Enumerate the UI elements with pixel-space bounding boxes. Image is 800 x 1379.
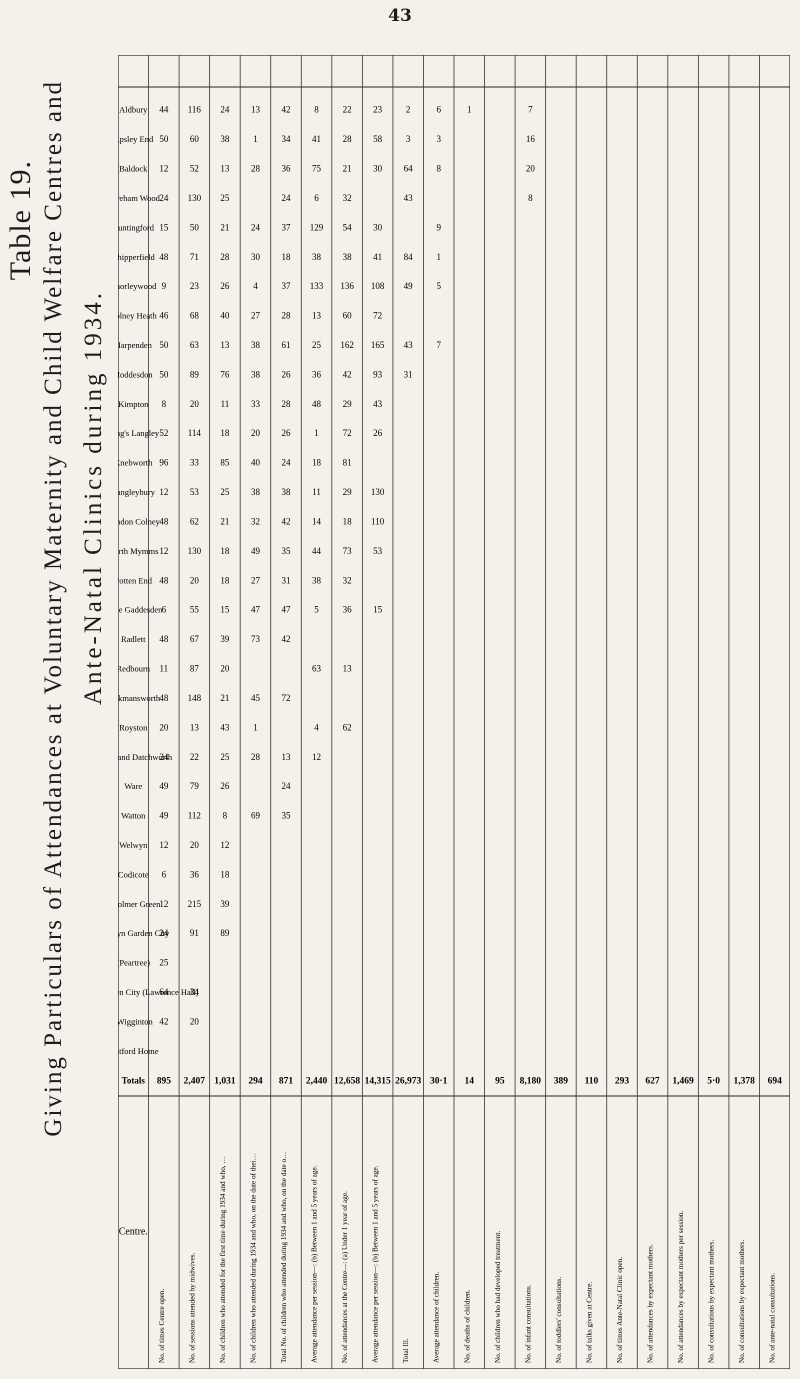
cell-value: 31 [281,575,291,586]
column-total: 12,658 [334,1076,361,1087]
cell-value: 52 [189,163,199,174]
cell-value: 72 [373,310,383,321]
column-header: No. of deaths of children. [463,1289,472,1363]
cell-value: 12 [220,840,230,850]
cell-value: 36 [342,604,352,615]
cell-value: 96 [159,457,169,468]
cell-value: 18 [220,575,230,586]
column-header: No. of children who attended during 1934 and who, on the date of thei… [249,1153,258,1363]
cell-value: 8 [314,104,319,115]
centre-name: Royston [119,722,148,733]
cell-value: 12 [159,163,169,174]
column-header: No. of ante-natal consultations. [768,1272,777,1363]
cell-value: 29 [342,398,352,409]
cell-value: 38 [312,575,322,586]
cell-value: 24 [250,222,260,233]
cell-value: 4 [314,722,319,733]
cell-value: 38 [342,251,352,262]
cell-value: 42 [281,104,291,115]
cell-value: 41 [312,134,322,145]
cell-value: 25 [312,340,322,350]
cell-value: 54 [342,222,352,233]
main-title: Giving Particulars of Attendances at Voluntary Maternity and Child Welfare Centres and [40,80,67,1137]
cell-value: 22 [189,751,199,762]
cell-value: 49 [250,545,260,556]
cell-value: 68 [189,310,199,321]
cell-value: 60 [342,310,352,321]
column-total: 14 [464,1076,475,1087]
cell-value: 18 [281,251,291,262]
cell-value: 62 [342,722,352,733]
cell-value: 89 [220,928,230,939]
cell-value: 130 [370,487,385,498]
cell-value: 13 [312,310,322,321]
column-header: Average attendance per session—: (b) Between 1 and 5 years of age. [310,1165,319,1363]
cell-value: 42 [281,516,291,527]
cell-value: 3 [405,134,411,145]
cell-value: 1 [436,251,441,262]
cell-value: 20 [220,663,230,674]
cell-value: 148 [187,692,202,703]
cell-value: 8 [161,398,167,409]
cell-value: 28 [281,398,291,409]
cell-value: 25 [220,751,230,762]
column-header: No. of infant consultations. [524,1284,533,1363]
cell-value: 24 [281,192,291,203]
table-title: Table 19. [4,160,37,281]
cell-value: 37 [281,281,291,292]
cell-value: 136 [340,281,354,292]
cell-value: 46 [159,310,169,321]
cell-value: 33 [189,457,199,468]
cell-value: 32 [250,516,260,527]
table-svg [118,55,790,1369]
centre-name: Radlett [120,634,146,645]
cell-value: 79 [189,781,199,792]
cell-value: 49 [159,810,169,821]
cell-value: 21 [220,692,230,703]
cell-value: 15 [220,604,230,615]
column-total: 293 [614,1076,630,1087]
cell-value: 55 [189,604,199,615]
cell-value: 36 [189,869,199,880]
centre-name: tford Home [119,1045,159,1056]
cell-value: 38 [281,487,291,498]
cell-value: 47 [281,604,291,615]
cell-value: 215 [187,898,202,909]
cell-value: 33 [250,398,260,409]
cell-value: 67 [189,634,199,645]
cell-value: 39 [220,634,230,645]
cell-value: 93 [373,369,383,380]
cell-value: 6 [436,104,441,115]
cell-value: 48 [159,251,169,262]
centre-name: lney Heath [119,310,157,321]
centre-name: nebworth [120,457,153,468]
cell-value: 38 [250,369,260,380]
column-header: No. of attendances by expectant mothers per session. [677,1210,686,1363]
cell-value: 30 [373,222,383,233]
cell-value: 28 [281,310,291,321]
cell-value: 24 [281,457,291,468]
cell-value: 63 [312,663,322,674]
cell-value: 114 [187,428,201,439]
cell-value: 63 [189,340,199,350]
centre-column-header: Centre. [118,1226,148,1238]
column-header: No. of attendances by expectant mothers. [646,1244,655,1363]
cell-value: 72 [342,428,352,439]
cell-value: 50 [189,222,199,233]
cell-value: 43 [403,340,413,350]
column-total: 110 [584,1076,599,1087]
cell-value: 40 [250,457,260,468]
column-total: 871 [278,1076,294,1087]
cell-value: 21 [342,163,352,174]
cell-value: 38 [220,134,230,145]
cell-value: 48 [159,692,169,703]
centre-name: Welwyn [119,840,148,850]
cell-value: 13 [250,104,260,115]
centre-name: untingford [118,222,155,233]
cell-value: 25 [159,957,169,968]
cell-value: 26 [220,281,230,292]
column-header: Total Ill. [402,1338,411,1363]
cell-value: 28 [250,751,260,762]
column-total: 627 [645,1076,660,1087]
cell-value: 25 [220,487,230,498]
cell-value: 112 [187,810,201,821]
cell-value: 48 [312,398,322,409]
cell-value: 43 [220,722,230,733]
cell-value: 27 [250,310,260,321]
column-total: 5·0 [707,1076,720,1087]
cell-value: 14 [312,516,322,527]
cell-value: 62 [189,516,199,527]
cell-value: 35 [281,810,291,821]
cell-value: 48 [159,516,169,527]
cell-value: 28 [342,134,352,145]
cell-value: 20 [189,840,199,850]
cell-value: 38 [312,251,322,262]
cell-value: 11 [159,663,169,674]
centre-name: angleybury [118,487,155,498]
cell-value: 73 [342,545,352,556]
column-header: No. of attendances at the Centre—: (a) Under 1 year of age. [341,1191,350,1363]
cell-value: 24 [159,928,169,939]
centre-name: e Gaddesden [118,604,163,615]
cell-value: 50 [159,340,169,350]
column-header: No. of children who attended for the first time during 1934 and who, … [218,1156,227,1363]
cell-value: 18 [220,869,230,880]
cell-value: 13 [281,751,291,762]
cell-value: 24 [159,192,169,203]
cell-value: 27 [250,575,260,586]
cell-value: 15 [159,222,169,233]
cell-value: 84 [403,251,413,262]
cell-value: 7 [528,104,533,115]
cell-value: 36 [281,163,291,174]
cell-value: 6 [314,192,319,203]
cell-value: 12 [159,898,169,909]
cell-value: 38 [250,340,260,350]
cell-value: 162 [340,340,354,350]
cell-value: 34 [281,134,291,145]
column-header: No. of consultations by expectant mothers. [738,1239,747,1363]
cell-value: 1 [253,134,258,145]
cell-value: 26 [373,428,383,439]
column-total: 2,407 [183,1076,206,1087]
centre-name: orleywood [120,281,157,292]
title-block [0,40,112,1379]
cell-value: 69 [250,810,260,821]
cell-value: 91 [189,928,199,939]
centre-name: Watton [121,810,146,821]
cell-value: 7 [436,340,441,350]
cell-value: 130 [187,545,202,556]
cell-value: 26 [281,428,291,439]
cell-value: 44 [159,104,169,115]
cell-value: 36 [312,369,322,380]
centre-name: ndon Colney [118,516,160,527]
cell-value: 25 [220,192,230,203]
cell-value: 87 [189,663,199,674]
cell-value: 49 [159,781,169,792]
cell-value: 20 [250,428,260,439]
cell-value: 18 [220,545,230,556]
cell-value: 28 [220,251,230,262]
centre-name: Aldbury [119,104,148,115]
cell-value: 5 [436,281,441,292]
cell-value: 31 [403,369,413,380]
column-total: 389 [553,1076,569,1087]
cell-value: 30 [373,163,383,174]
centre-name: Redbourn [118,663,151,674]
cell-value: 58 [373,134,383,145]
centre-name: Codicote [118,869,149,880]
cell-value: 60 [189,134,199,145]
cell-value: 24 [281,781,291,792]
cell-value: 6 [161,869,167,880]
cell-value: 71 [189,251,199,262]
column-total: 26,973 [395,1076,422,1087]
cell-value: 64 [403,163,413,174]
column-total: 30·1 [430,1076,448,1087]
cell-value: 5 [314,604,319,615]
cell-value: 13 [220,163,230,174]
cell-value: 12 [312,751,322,762]
cell-value: 6 [161,604,167,615]
cell-value: 8 [222,810,228,821]
cell-value: 41 [373,251,383,262]
column-total: 95 [495,1076,505,1087]
column-header: No. of sessions attended by midwives. [188,1252,197,1363]
cell-value: 16 [525,134,535,145]
cell-value: 24 [159,751,169,762]
column-header: No. of toddlers' consultations. [554,1276,563,1363]
cell-value: 23 [373,104,383,115]
cell-value: 53 [373,545,383,556]
cell-value: 53 [189,487,199,498]
centre-name: Wigginton [118,1016,153,1027]
cell-value: 13 [220,340,230,350]
cell-value: 20 [189,575,199,586]
cell-value: 32 [342,575,352,586]
column-header: No. of children who had developed treatment. [493,1230,502,1363]
cell-value: 29 [342,487,352,498]
cell-value: 20 [159,722,169,733]
cell-value: 11 [220,398,230,409]
cell-value: 81 [342,457,352,468]
cell-value: 39 [220,898,230,909]
cell-value: 11 [312,487,321,498]
cell-value: 42 [342,369,352,380]
cell-value: 116 [187,104,201,115]
column-total: 694 [767,1076,782,1087]
column-total: 1,031 [214,1076,236,1087]
cell-value: 20 [189,398,199,409]
cell-value: 47 [250,604,260,615]
cell-value: 3 [436,134,441,145]
cell-value: 43 [373,398,383,409]
centre-name: psley End [119,134,154,145]
cell-value: 32 [342,192,352,203]
cell-value: 20 [189,1016,199,1027]
cell-value: 28 [250,163,260,174]
cell-value: 8 [528,192,533,203]
cell-value: 73 [250,634,260,645]
cell-value: 165 [370,340,385,350]
centre-name: Ware [124,781,143,792]
cell-value: 37 [281,222,291,233]
column-header: Average attendance of children. [432,1271,441,1363]
cell-value: 18 [342,516,352,527]
centre-name: rth Mymms [118,545,159,556]
cell-value: 42 [159,1016,169,1027]
data-table [118,55,790,1369]
centre-name: Harpenden [118,340,152,350]
centre-name: (Peartree) [118,957,151,968]
column-total: 1,378 [733,1076,755,1087]
page-number: 43 [388,6,412,26]
cell-value: 9 [161,281,167,292]
cell-value: 21 [220,222,230,233]
cell-value: 48 [159,634,169,645]
cell-value: 89 [189,369,199,380]
cell-value: 26 [281,369,291,380]
centre-name: n City (Lawrence Hall) [119,987,199,998]
cell-value: 64 [159,987,169,998]
cell-value: 9 [436,222,441,233]
cell-value: 13 [342,663,352,674]
cell-value: 43 [403,192,413,203]
cell-value: 52 [159,428,169,439]
cell-value: 42 [281,634,291,645]
cell-value: 22 [342,104,352,115]
cell-value: 40 [220,310,230,321]
cell-value: 18 [220,428,230,439]
column-header: No. of times Centre open. [157,1288,166,1363]
column-header: No. of times Ante-Natal Clinic open. [616,1257,624,1363]
cell-value: 2 [405,104,411,115]
cell-value: 38 [250,487,260,498]
cell-value: 44 [312,545,322,556]
cell-value: 20 [525,163,535,174]
cell-value: 15 [373,604,383,615]
cell-value: 1 [467,104,472,115]
column-total: 2,440 [305,1076,328,1087]
column-header: Average attendance per session—: (b) Between 1 and 5 years of age. [371,1165,380,1363]
centre-name: and Datchworth [118,751,173,762]
cell-value: 76 [220,369,230,380]
column-header: No. of talks given at Centre. [585,1281,594,1363]
totals-label: Totals [121,1075,145,1086]
cell-value: 1 [314,428,319,439]
cell-value: 130 [187,192,202,203]
cell-value: 23 [189,281,199,292]
cell-value: 12 [159,487,169,498]
cell-value: 24 [220,104,230,115]
cell-value: 108 [370,281,385,292]
column-header: Total No. of children who attended during 1934 and who, on the date o… [280,1151,288,1363]
cell-value: 18 [312,457,322,468]
cell-value: 110 [371,516,385,527]
centre-name: Baldock [119,163,148,174]
centre-name: yn Garden City [118,928,170,939]
cell-value: 61 [281,340,291,350]
cell-value: 133 [309,281,324,292]
centre-name: kmansworth [118,692,161,703]
centre-name: olmer Green [118,898,161,909]
cell-value: 72 [281,692,291,703]
centre-name: eham Wood [119,192,160,203]
cell-value: 75 [312,163,322,174]
cell-value: 45 [250,692,260,703]
cell-value: 4 [253,281,258,292]
cell-value: 50 [159,134,169,145]
column-total: 1,469 [672,1076,694,1087]
cell-value: 34 [189,987,199,998]
column-total: 294 [248,1076,263,1087]
cell-value: 13 [189,722,199,733]
cell-value: 48 [159,575,169,586]
centre-name: Kimpton [118,398,149,409]
cell-value: 12 [159,545,169,556]
cell-value: 30 [250,251,260,262]
cell-value: 35 [281,545,291,556]
cell-value: 129 [309,222,324,233]
cell-value: 12 [159,840,169,850]
cell-value: 50 [159,369,169,380]
cell-value: 21 [220,516,230,527]
centre-name: hipperfield [118,251,155,262]
centre-name: Potten End [118,575,153,586]
cell-value: 1 [253,722,258,733]
cell-value: 49 [403,281,413,292]
column-header: No. of consultations by expectant mothers. [707,1239,716,1363]
cell-value: 8 [436,163,441,174]
column-total: 8,180 [519,1076,542,1087]
cell-value: 26 [220,781,230,792]
centre-name: g's Langley [120,428,160,439]
sub-title: Ante-Natal Clinics during 1934. [80,290,107,706]
cell-value: 85 [220,457,230,468]
centre-name: oddesdon [120,369,153,380]
column-total: 14,315 [364,1076,391,1087]
column-total: 895 [156,1076,171,1087]
